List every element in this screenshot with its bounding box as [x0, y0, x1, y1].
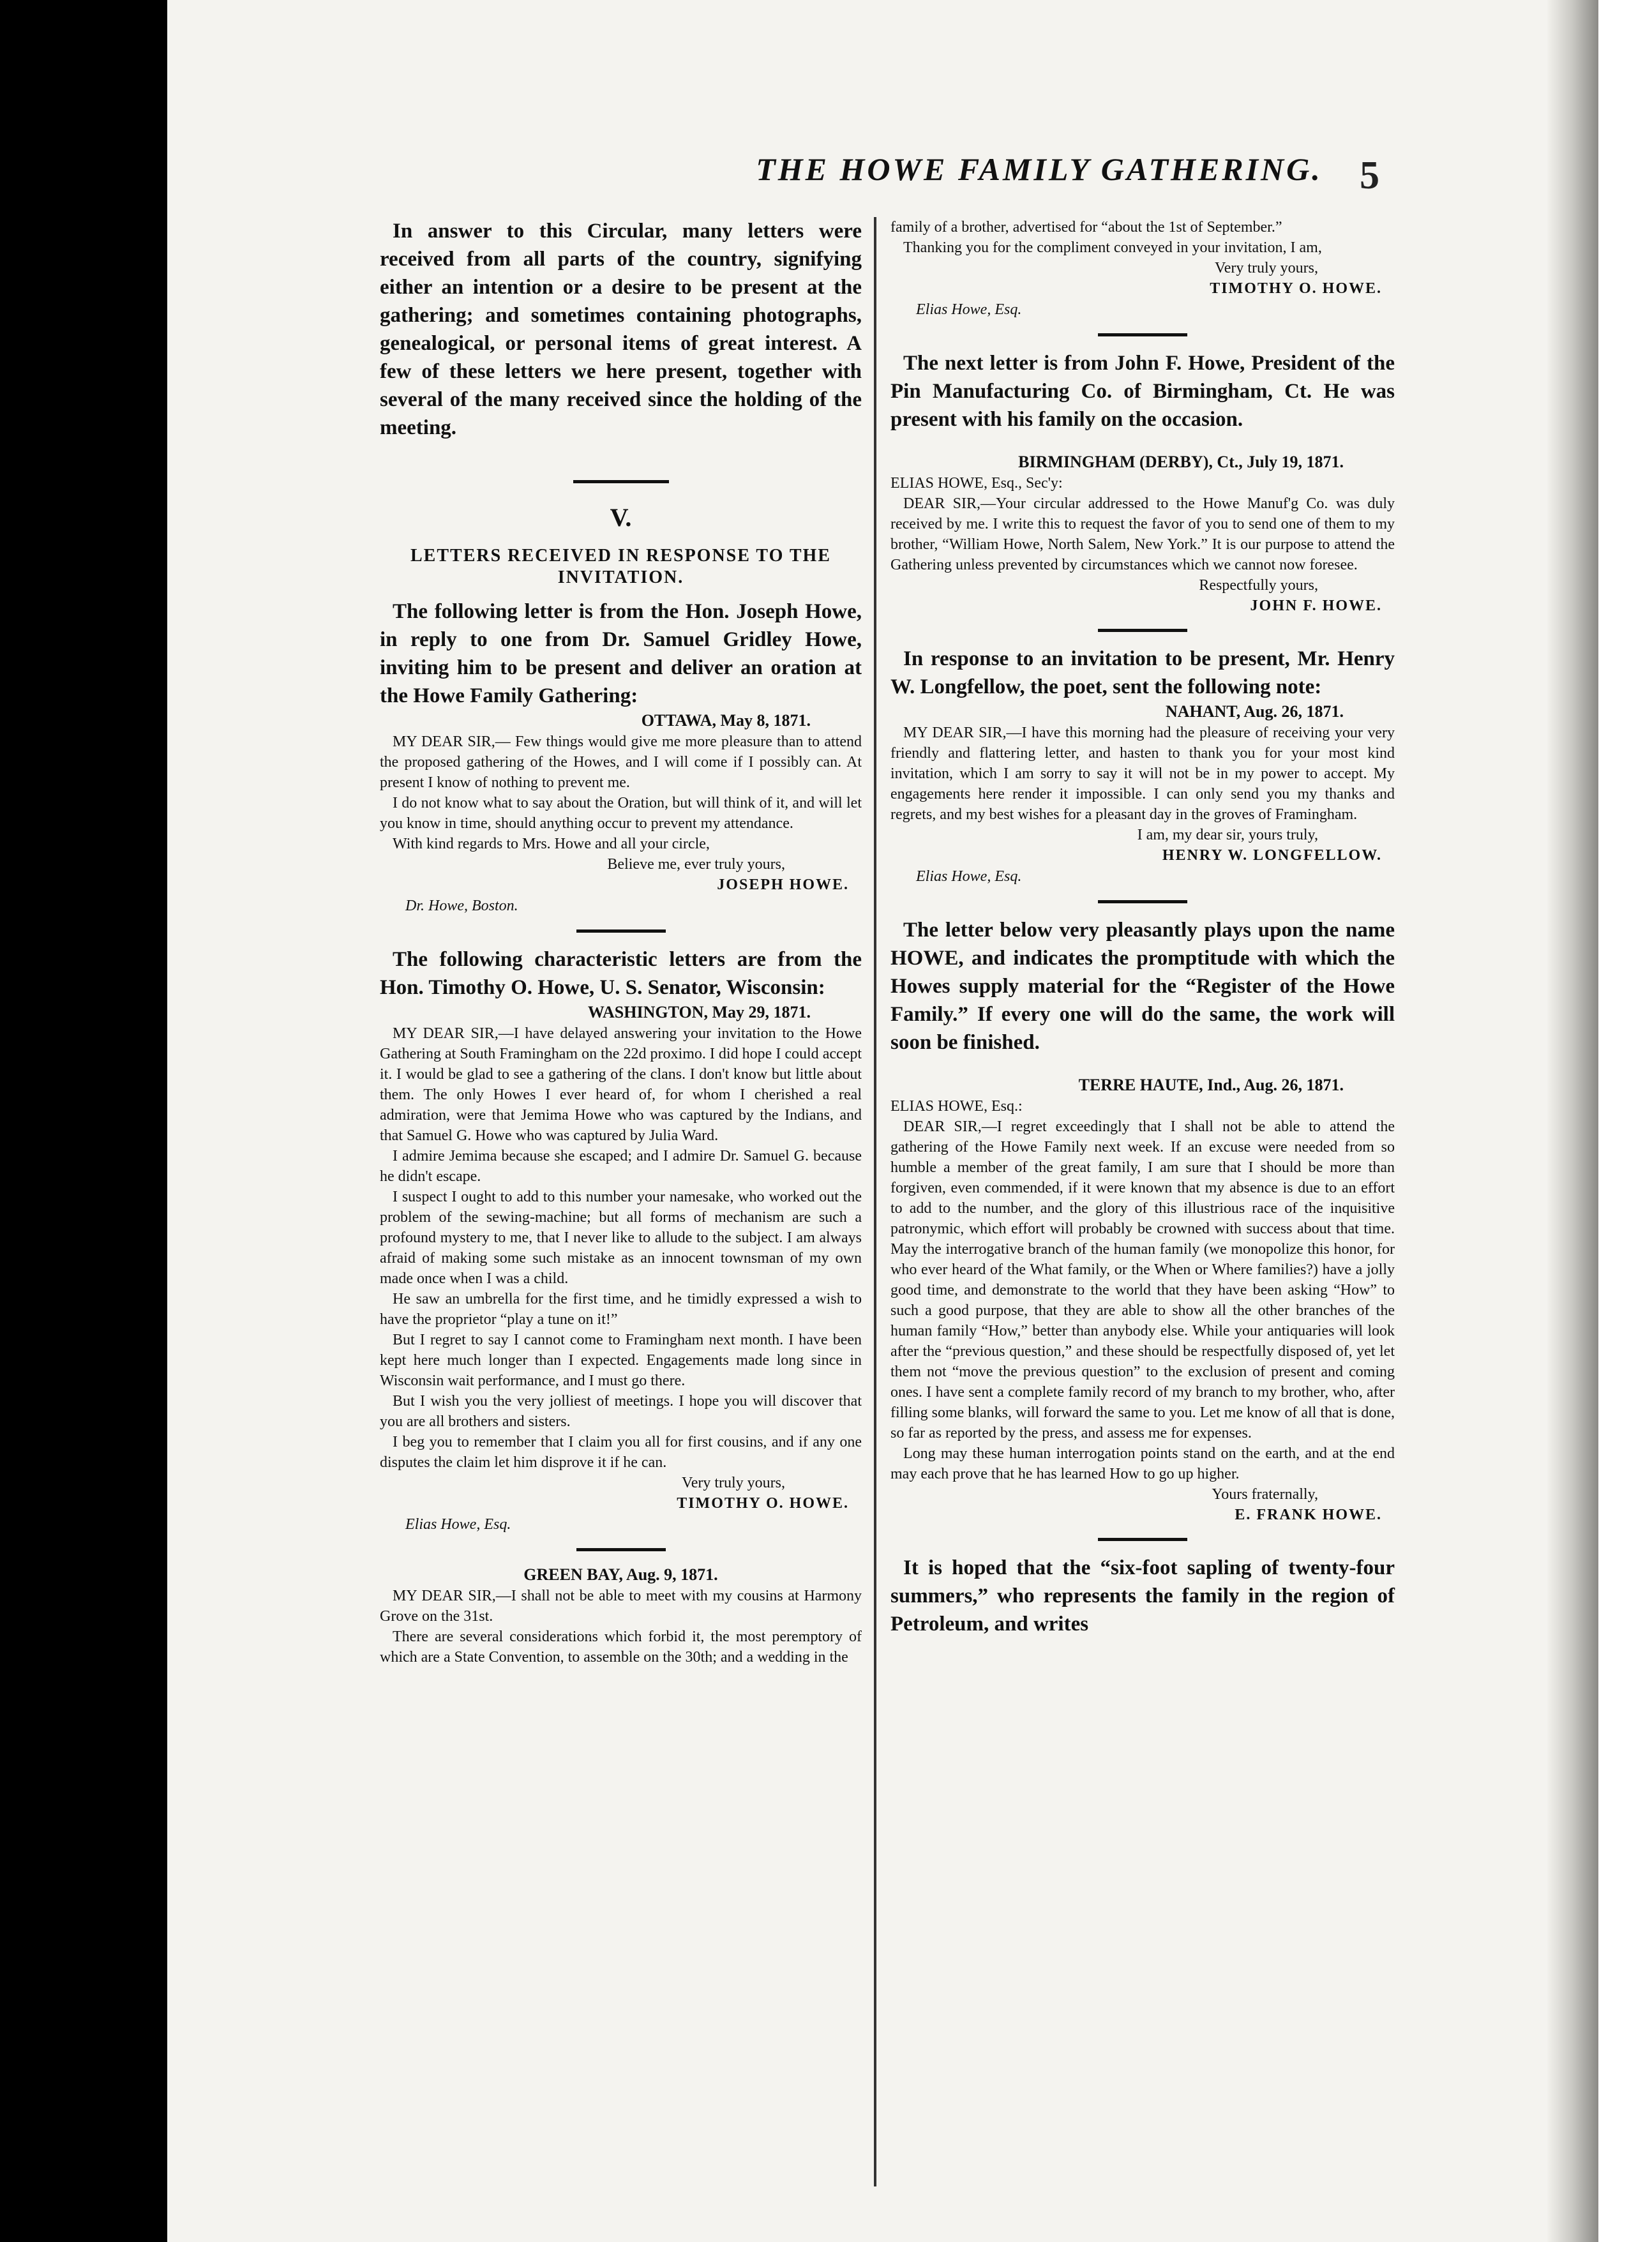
page-fold-shadow [1547, 0, 1598, 2242]
divider-rule [1098, 1538, 1187, 1541]
joseph-recipient: Dr. Howe, Boston. [405, 898, 518, 914]
frank-closing: Yours fraternally, [1212, 1486, 1318, 1503]
section-number: V. [610, 503, 632, 532]
john-signature: JOHN F. HOWE. [1250, 598, 1382, 614]
john-closing: Respectfully yours, [1199, 577, 1318, 594]
divider-rule [576, 929, 666, 933]
longfellow-intro: In response to an invitation to be present, Mr. Henry W. Longfellow, the poet, sent the following note: [890, 647, 1395, 698]
joseph-signature: JOSEPH HOWE. [717, 876, 849, 893]
joseph-closing: Believe me, ever truly yours, [607, 856, 785, 873]
spacer [890, 433, 1395, 451]
timothy-intro: The following characteristic letters are from the Hon. Timothy O. Howe, U. S. Senator, Wisconsin: [380, 948, 862, 999]
john-letter-p1: DEAR SIR,—Your circular addressed to the Howe Manuf'g Co. was duly received by me. I write this to request the favor of you to send one of them to my brother, “William Howe, North Salem, New York.” It is our purpose to attend the Gathering unless prevented by circumstances which we cannot now foresee. [890, 495, 1395, 573]
longfellow-letter-p1: MY DEAR SIR,—I have this morning had the pleasure of receiving your very friendly and flattering letter, and hasten to thank you for your most kind invitation, which I am sorry to say it will not be in my power to accept. My engagements here render it impossible. I can only send you my thanks and regrets, and my best wishes for a pleasant day in the groves of Framingham. [890, 725, 1395, 823]
page-edge [1598, 0, 1652, 2242]
timothy-letter-p7: I beg you to remember that I claim you all for first cousins, and if any one disputes the claim let him disprove it if he can. [380, 1434, 862, 1471]
greenbay-signature: TIMOTHY O. HOWE. [1210, 280, 1382, 297]
divider-rule [1098, 333, 1187, 336]
frank-letter-p2: Long may these human interrogation points stand on the earth, and at the end may each prove that he has learned How to go up higher. [890, 1445, 1395, 1482]
closing-paragraph: It is hoped that the “six-foot sapling of twenty-four summers,” who represents the family in the region of Petroleum, and writes [890, 1556, 1395, 1636]
timothy-letter-p6: But I wish you the very jolliest of meetings. I hope you will discover that you are all brothers and sisters. [380, 1393, 862, 1430]
timothy-closing: Very truly yours, [682, 1475, 785, 1491]
greenbay-letter-p1: MY DEAR SIR,—I shall not be able to meet with my cousins at Harmony Grove on the 31st. [380, 1588, 862, 1625]
timothy-letter-p4: He saw an umbrella for the first time, and he timidly expressed a wish to have the proprietor “play a tune on it!” [380, 1291, 862, 1328]
spacer [890, 1057, 1395, 1074]
longfellow-dateline: NAHANT, Aug. 26, 1871. [1165, 702, 1344, 721]
section-rule [573, 480, 669, 483]
greenbay-recipient: Elias Howe, Esq. [916, 301, 1022, 318]
timothy-recipient: Elias Howe, Esq. [405, 1516, 511, 1533]
divider-rule [576, 1548, 666, 1551]
greenbay-letter-p3: Thanking you for the compliment conveyed in your invitation, I am, [903, 239, 1322, 256]
divider-rule [1098, 629, 1187, 632]
frank-signature: E. FRANK HOWE. [1235, 1507, 1382, 1523]
frank-dateline: TERRE HAUTE, Ind., Aug. 26, 1871. [1078, 1076, 1344, 1094]
joseph-letter-p2: I do not know what to say about the Oration, but will think of it, and will let you know in time, should anything occur to prevent my attendance. [380, 795, 862, 832]
timothy-signature: TIMOTHY O. HOWE. [677, 1495, 849, 1512]
joseph-dateline: OTTAWA, May 8, 1871. [641, 711, 811, 730]
running-header: THE HOWE FAMILY GATHERING. [756, 151, 1323, 187]
joseph-letter-p3: With kind regards to Mrs. Howe and all your circle, [393, 836, 710, 852]
joseph-letter-p1: MY DEAR SIR,— Few things would give me more pleasure than to attend the proposed gathering of the Howes, and I will come if I possibly can. At present I know of nothing to prevent me. [380, 734, 862, 791]
right-column [890, 217, 1395, 1638]
timothy-letter-p2: I admire Jemima because she escaped; and I admire Dr. Samuel G. because he didn't escape. [380, 1148, 862, 1185]
page-number: 5 [1360, 154, 1379, 197]
timothy-letter-p5: But I regret to say I cannot come to Framingham next month. I have been kept here much longer than I expected. Engagements made long since in Wisconsin wait performance, and I must go there. [380, 1332, 862, 1389]
greenbay-letter-continued: family of a brother, advertised for “about the 1st of September.” [890, 219, 1282, 236]
longfellow-closing: I am, my dear sir, yours truly, [1137, 827, 1318, 843]
timothy-letter-p3: I suspect I ought to add to this number your namesake, who worked out the problem of the sewing-machine; but all forms of mechanism are such a profound mystery to me, that I never like to allude to the subject. I am always afraid of making some such mistake as an innocent townsman of my own made once when I was a child. [380, 1189, 862, 1287]
frank-intro: The letter below very pleasantly plays upon the name HOWE, and indicates the promptitude with which the Howes supply material for the “Register of the Howe Family.” If every one will do the same, the work will soon be finished. [890, 919, 1395, 1054]
john-intro: The next letter is from John F. Howe, President of the Pin Manufacturing Co. of Birmingham, Ct. He was present with his family on the occasion. [890, 352, 1395, 431]
intro-paragraph: In answer to this Circular, many letters were received from all parts of the country, signifying either an intention or a desire to be present at the gathering; and sometimes containing photographs, genealogical, or personal items of great interest. A few of these letters we here present, together with several of the many received since the holding of the meeting. [380, 220, 862, 439]
frank-salutation: ELIAS HOWE, Esq.: [890, 1098, 1023, 1115]
left-column [380, 217, 862, 1667]
timothy-letter-p1: MY DEAR SIR,—I have delayed answering your invitation to the Howe Gathering at South Framingham on the 22d proximo. I did hope I could accept it. I would be glad to see a gathering of the clans. I don't know but little about them. The only Howes I ever heard of, for whom I cherished a real admiration, were that Jemima Howe who was captured by the Indians, and that Samuel G. Howe who was captured by Julia Ward. [380, 1025, 862, 1144]
column-divider [874, 217, 876, 2186]
frank-letter-p1: DEAR SIR,—I regret exceedingly that I shall not be able to attend the gathering of the Howe Family next week. If an excuse were needed from so humble a member of the great family, I am sure that I should be more than forgiven, even commended, if it were known that my absence is due to an effort to add to the number, and the glory of this illustrious race of the inquisitive patronymic, which effort will probably be crowned with success about that time. May the interrogative branch of the human family (we monopolize this honor, for who ever heard of the What family, or the When or Where families?) have a jolly good time, and demonstrate to the world that they have been asking “How” to such a good purpose, that they are able to show all the other branches of the human family “How,” better than anybody else. While your antiquaries will look after the “previous question,” and these should be respectfully disposed of, yet let them not “move the previous question” to the exclusion of present and coming ones. I have sent a complete family record of my branch to my brother, who, after filling some blanks, will forward the same to you. Let me know of all that is done, so far as reported by the press, and assess me for expenses. [890, 1118, 1395, 1441]
longfellow-recipient: Elias Howe, Esq. [916, 868, 1022, 885]
divider-rule [1098, 900, 1187, 903]
joseph-intro: The following letter is from the Hon. Joseph Howe, in reply to one from Dr. Samuel Gridley Howe, inviting him to be present and deliver an oration at the Howe Family Gathering: [380, 600, 862, 707]
longfellow-signature: HENRY W. LONGFELLOW. [1162, 847, 1382, 864]
greenbay-letter-p2: There are several considerations which forbid it, the most peremptory of which are a State Convention, to assemble on the 30th; and a wedding in the [380, 1629, 862, 1666]
timothy-dateline: WASHINGTON, May 29, 1871. [587, 1003, 811, 1021]
john-salutation: ELIAS HOWE, Esq., Sec'y: [890, 475, 1063, 492]
greenbay-dateline: GREEN BAY, Aug. 9, 1871. [523, 1565, 718, 1584]
john-dateline: BIRMINGHAM (DERBY), Ct., July 19, 1871. [1018, 453, 1344, 471]
greenbay-closing: Very truly yours, [1215, 260, 1318, 276]
section-title: LETTERS RECEIVED IN RESPONSE TO THE INVITATION. [410, 546, 831, 587]
